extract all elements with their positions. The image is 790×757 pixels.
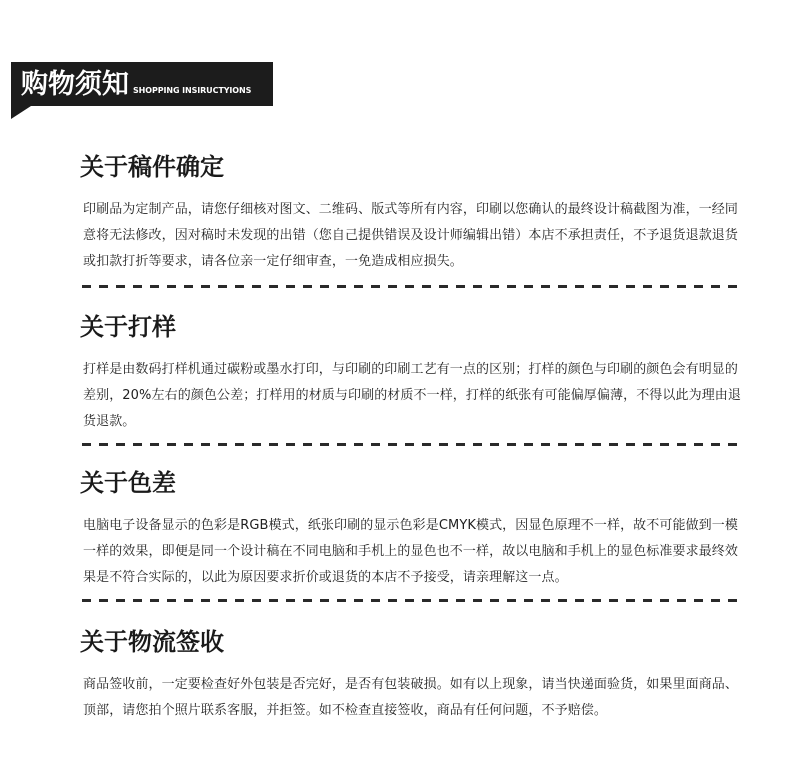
section-body: 打样是由数码打样机通过碳粉或墨水打印，与印刷的印刷工艺有一点的区别；打样的颜色与印刷的颜色会有明显的差别，20%左右的颜色公差；打样用的材质与印刷的材质不一样，打样的纸张有可能偏厚偏薄，不得以此为理由退货退款。: [83, 362, 741, 429]
banner-subtitle: SHOPPING INSIRUCTYIONS: [133, 85, 252, 95]
section-body: 电脑电子设备显示的色彩是RGB模式，纸张印刷的显示色彩是CMYK模式，因显色原理不一样，故不可能做到一模一样的效果，即便是同一个设计稿在不同电脑和手机上的显色也不一样，故以电脑和手机上的显色标准要求最终效果是不符合实际的，以此为原因要求折价或退货的本店不予接受，请亲理解这一点。: [83, 518, 739, 585]
section-heading: 关于打样: [80, 313, 176, 341]
dashed-divider: [82, 443, 738, 446]
section-body: 商品签收前，一定要检查好外包装是否完好，是否有包装破损。如有以上现象，请当快递面验货，如果里面商品、顶部，请您拍个照片联系客服，并拒签。如不检查直接签收，商品有任何问题，不予赔偿。: [83, 677, 739, 718]
section-body: 印刷品为定制产品，请您仔细核对图文、二维码、版式等所有内容，印刷以您确认的最终设计稿截图为准，一经同意将无法修改，因对稿时未发现的出错（您自己提供错误及设计师编辑出错）本店不承担责任，不予退货退款退货或扣款打折等要求，请各位亲一定仔细审查，一免造成相应损失。: [83, 202, 739, 269]
banner-fold-corner: [11, 106, 31, 119]
shopping-notice-banner: [11, 62, 273, 106]
section-heading: 关于物流签收: [80, 628, 224, 656]
section-logistics-receipt: [80, 630, 750, 724]
section-manuscript-confirmation: [80, 155, 750, 275]
banner-title: 购物须知: [21, 68, 129, 100]
section-heading: 关于色差: [80, 469, 176, 497]
dashed-divider: [82, 285, 738, 288]
section-color-difference: [80, 471, 750, 591]
dashed-divider: [82, 599, 738, 602]
section-heading: 关于稿件确定: [80, 153, 224, 181]
section-proofing: [80, 315, 750, 435]
